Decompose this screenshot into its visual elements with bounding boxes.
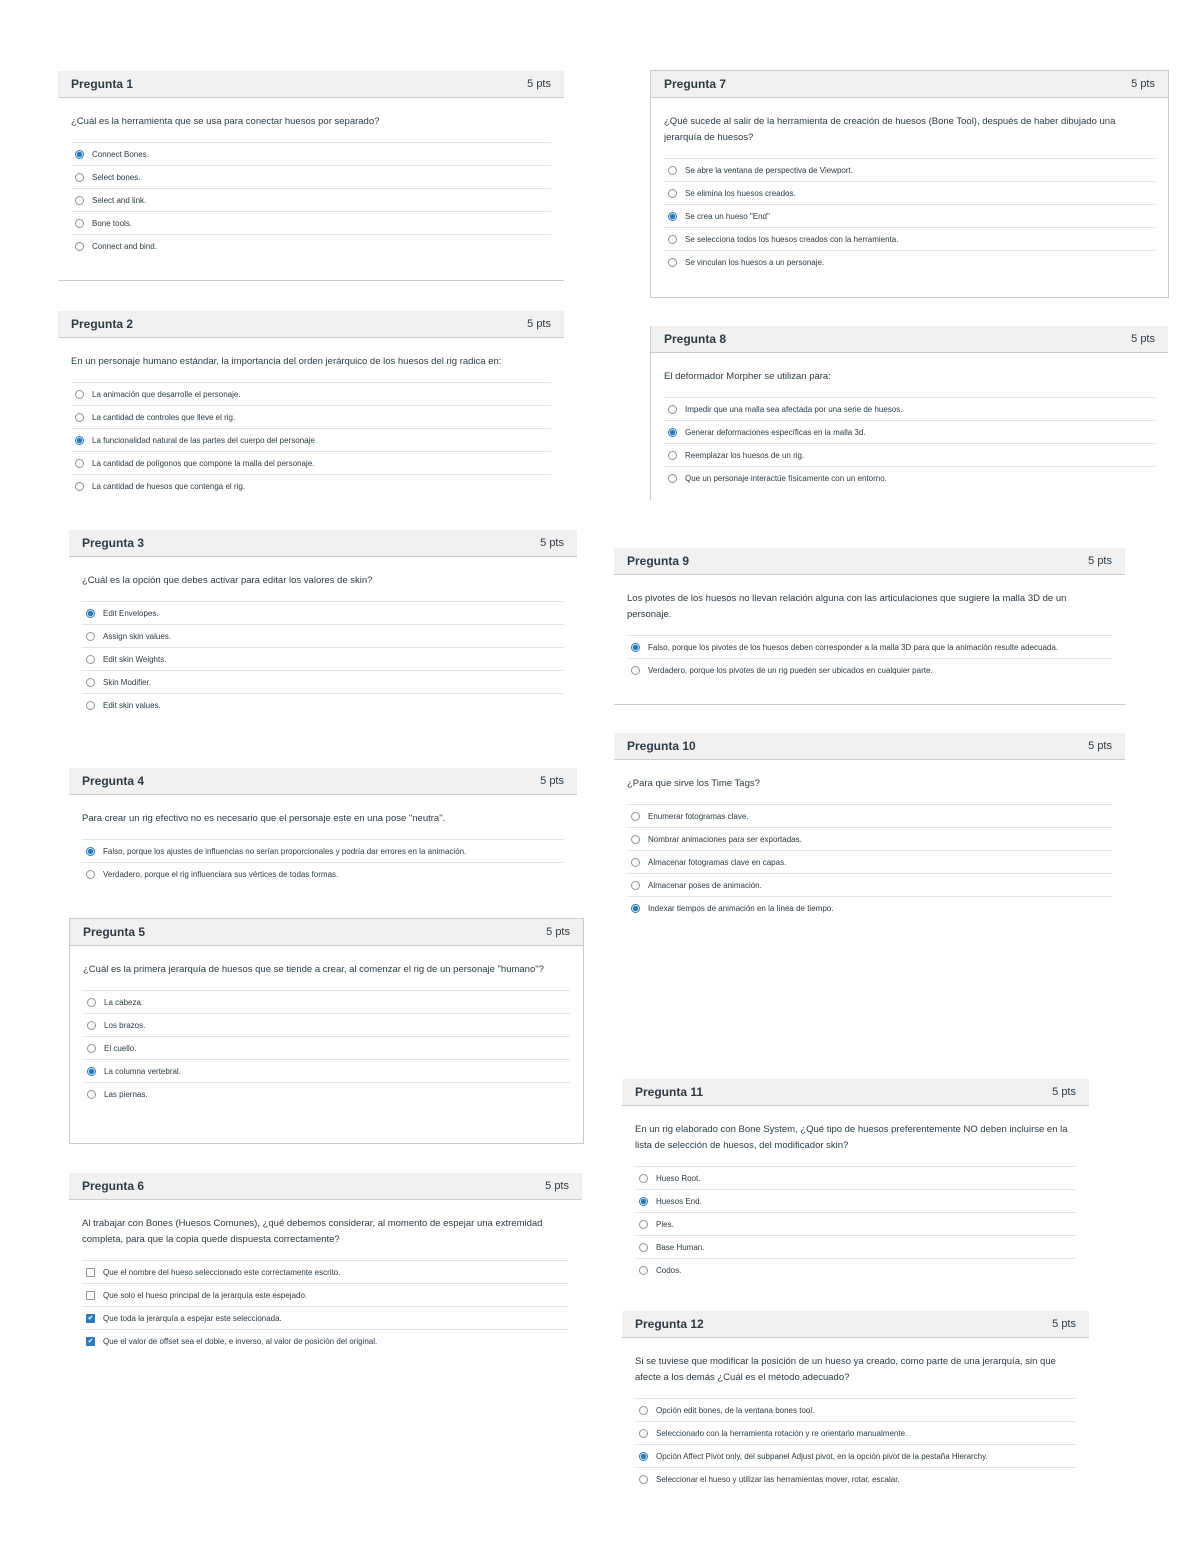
answer-label: Las piernas. bbox=[104, 1089, 148, 1099]
answer-option[interactable] bbox=[635, 1422, 1076, 1445]
question-header bbox=[614, 733, 1125, 760]
answer-label: Que el nombre del hueso seleccionado este correctamente escrito. bbox=[103, 1267, 341, 1277]
answer-label: Falso, porque los ajustes de influencias no serían proporcionales y podría dar errores en la animación. bbox=[103, 846, 467, 856]
radio-selected[interactable] bbox=[639, 1197, 648, 1206]
radio-selected[interactable] bbox=[668, 212, 677, 221]
answer-option[interactable] bbox=[627, 897, 1112, 919]
radio-selected[interactable] bbox=[631, 643, 640, 652]
question-title: Pregunta 5 bbox=[83, 925, 146, 939]
answer-option[interactable] bbox=[71, 406, 551, 429]
answer-option[interactable] bbox=[627, 851, 1112, 874]
answer-option[interactable] bbox=[83, 1037, 570, 1060]
question-card-9 bbox=[614, 548, 1125, 705]
question-title: Pregunta 8 bbox=[664, 332, 727, 346]
answer-list bbox=[82, 601, 564, 716]
question-card-2 bbox=[58, 311, 564, 511]
radio-unselected[interactable] bbox=[75, 242, 84, 251]
answer-option[interactable] bbox=[71, 235, 551, 257]
question-text: ¿Para que sirve los Time Tags? bbox=[627, 778, 760, 789]
answer-option[interactable] bbox=[82, 671, 564, 694]
checkbox-unchecked[interactable] bbox=[86, 1268, 95, 1277]
answer-option[interactable] bbox=[82, 694, 564, 716]
question-text: ¿Cuál es la herramienta que se usa para conectar huesos por separado? bbox=[71, 116, 380, 127]
answer-list bbox=[664, 397, 1155, 489]
question-header bbox=[69, 530, 577, 557]
question-header bbox=[58, 71, 564, 98]
answer-label: Huesos End. bbox=[656, 1196, 702, 1206]
answer-list bbox=[71, 382, 551, 497]
question-header bbox=[70, 919, 583, 946]
radio-unselected[interactable] bbox=[75, 413, 84, 422]
question-title: Pregunta 11 bbox=[635, 1085, 704, 1099]
answer-label: Hueso Root. bbox=[656, 1173, 701, 1183]
answer-label: La columna vertebral. bbox=[104, 1066, 181, 1076]
answer-option[interactable] bbox=[71, 166, 551, 189]
answer-option[interactable] bbox=[82, 1261, 569, 1284]
answer-option[interactable] bbox=[627, 828, 1112, 851]
question-text: Al trabajar con Bones (Huesos Comunes), ¿qué debemos considerar, al momento de espejar una extremidad completa, para que la copia quede dispuesta correctamente? bbox=[82, 1218, 543, 1245]
answer-option[interactable] bbox=[635, 1236, 1076, 1259]
answer-option[interactable] bbox=[635, 1213, 1076, 1236]
radio-unselected[interactable] bbox=[639, 1243, 648, 1252]
answer-label: Opción Affect Pivot only, del subpanel Adjust pivot, en la opción pivot de la pestaña Hierarchy. bbox=[656, 1451, 988, 1461]
question-text: ¿Qué sucede al salir de la herramienta de creación de huesos (Bone Tool), después de haber dibujado una jerarquía de huesos? bbox=[664, 116, 1116, 143]
radio-unselected[interactable] bbox=[75, 390, 84, 399]
answer-option[interactable] bbox=[664, 467, 1155, 489]
answer-option[interactable] bbox=[664, 398, 1155, 421]
answer-label: Nombrar animaciones para ser exportadas. bbox=[648, 834, 802, 844]
answer-option[interactable] bbox=[635, 1167, 1076, 1190]
radio-unselected[interactable] bbox=[668, 235, 677, 244]
answer-label: Reemplazar los huesos de un rig. bbox=[685, 450, 805, 460]
answer-label: La cantidad de huesos que contenga el rig. bbox=[92, 481, 246, 491]
answer-list bbox=[627, 804, 1112, 919]
radio-unselected[interactable] bbox=[86, 701, 95, 710]
answer-label: Se elimina los huesos creados. bbox=[685, 188, 796, 198]
answer-option[interactable] bbox=[664, 228, 1155, 251]
radio-unselected[interactable] bbox=[75, 459, 84, 468]
radio-selected[interactable] bbox=[86, 609, 95, 618]
question-card-5 bbox=[69, 918, 584, 1144]
answer-label: Edit skin Weights. bbox=[103, 654, 167, 664]
radio-unselected[interactable] bbox=[75, 219, 84, 228]
checkbox-checked[interactable]: ✔ bbox=[87, 1337, 94, 1345]
answer-option[interactable] bbox=[82, 840, 564, 863]
answer-label: Se abre la ventana de perspectiva de Viewport. bbox=[685, 165, 853, 175]
answer-option[interactable] bbox=[82, 1330, 569, 1352]
question-title: Pregunta 4 bbox=[82, 774, 145, 788]
answer-label: Almacenar fotogramas clave en capas. bbox=[648, 857, 787, 867]
question-points: 5 pts bbox=[1052, 1086, 1076, 1098]
answer-option[interactable] bbox=[627, 659, 1112, 681]
radio-unselected[interactable] bbox=[75, 196, 84, 205]
answer-label: Select bones. bbox=[92, 172, 141, 182]
question-text: ¿Cuál es la opción que debes activar para editar los valores de skin? bbox=[82, 575, 373, 586]
answer-option[interactable] bbox=[664, 205, 1155, 228]
answer-label: Se vinculan los huesos a un personaje. bbox=[685, 257, 825, 267]
answer-option[interactable] bbox=[664, 159, 1155, 182]
answer-option[interactable] bbox=[627, 874, 1112, 897]
answer-label: Pies. bbox=[656, 1219, 674, 1229]
question-header bbox=[614, 548, 1125, 575]
question-title: Pregunta 7 bbox=[664, 77, 727, 91]
answer-label: La cabeza. bbox=[104, 997, 144, 1007]
answer-label: Edit skin values. bbox=[103, 700, 161, 710]
answer-label: Indexar tiempos de animación en la línea de tiempo. bbox=[648, 903, 834, 913]
answer-option[interactable] bbox=[82, 625, 564, 648]
radio-unselected[interactable] bbox=[631, 835, 640, 844]
answer-label: Enumerar fotogramas clave. bbox=[648, 811, 749, 821]
answer-label: Almacenar poses de animación. bbox=[648, 880, 762, 890]
answer-label: Que solo el hueso principal de la jerarquía este espejado. bbox=[103, 1290, 308, 1300]
question-card-3 bbox=[69, 530, 577, 730]
answer-option[interactable] bbox=[627, 805, 1112, 828]
answer-list bbox=[635, 1166, 1076, 1281]
answer-label: Edit Envelopes. bbox=[103, 608, 159, 618]
question-points: 5 pts bbox=[527, 318, 551, 330]
answer-option[interactable] bbox=[83, 1060, 570, 1083]
radio-unselected[interactable] bbox=[87, 998, 96, 1007]
answer-option[interactable] bbox=[635, 1445, 1076, 1468]
radio-unselected[interactable] bbox=[668, 258, 677, 267]
question-header bbox=[69, 1173, 582, 1200]
answer-list bbox=[82, 1260, 569, 1352]
answer-option[interactable] bbox=[71, 212, 551, 235]
question-points: 5 pts bbox=[545, 1180, 569, 1192]
answer-option[interactable] bbox=[71, 143, 551, 166]
radio-unselected[interactable] bbox=[75, 482, 84, 491]
question-header bbox=[58, 311, 564, 338]
answer-option[interactable] bbox=[71, 383, 551, 406]
question-points: 5 pts bbox=[1088, 555, 1112, 567]
answer-option[interactable] bbox=[71, 452, 551, 475]
radio-unselected[interactable] bbox=[631, 881, 640, 890]
radio-unselected[interactable] bbox=[668, 474, 677, 483]
answer-option[interactable] bbox=[664, 182, 1155, 205]
answer-option[interactable] bbox=[635, 1190, 1076, 1213]
question-card-6 bbox=[69, 1173, 582, 1368]
answer-label: La cantidad de polígonos que compone la malla del personaje. bbox=[92, 458, 315, 468]
answer-label: La cantidad de controles que lleve el rig. bbox=[92, 412, 236, 422]
question-points: 5 pts bbox=[540, 537, 564, 549]
radio-unselected[interactable] bbox=[668, 405, 677, 414]
question-card-7 bbox=[650, 70, 1169, 298]
answer-label: La animación que desarrolle el personaje. bbox=[92, 389, 241, 399]
question-points: 5 pts bbox=[1052, 1318, 1076, 1330]
answer-option[interactable] bbox=[635, 1259, 1076, 1281]
radio-unselected[interactable] bbox=[631, 858, 640, 867]
question-card-10 bbox=[614, 733, 1125, 933]
answer-label: Select and link. bbox=[92, 195, 147, 205]
answer-label: Los brazos. bbox=[104, 1020, 146, 1030]
radio-selected[interactable] bbox=[631, 904, 640, 913]
question-header bbox=[622, 1311, 1089, 1338]
answer-label: Que un personaje interactúe físicamente con un entorno. bbox=[685, 473, 887, 483]
answer-label: Que toda la jerarquía a espejar este seleccionada. bbox=[103, 1313, 282, 1323]
answer-option[interactable] bbox=[627, 636, 1112, 659]
question-title: Pregunta 9 bbox=[627, 554, 690, 568]
answer-label: Se selecciona todos los huesos creados con la herramienta. bbox=[685, 234, 899, 244]
question-card-4 bbox=[69, 768, 577, 898]
radio-unselected[interactable] bbox=[87, 1090, 96, 1099]
answer-label: Connect and bind. bbox=[92, 241, 157, 251]
answer-label: Se crea un hueso "End" bbox=[685, 211, 770, 221]
answer-option[interactable] bbox=[82, 1307, 569, 1330]
answer-list bbox=[664, 158, 1155, 273]
answer-label: Skin Modifier. bbox=[103, 677, 152, 687]
radio-unselected[interactable] bbox=[668, 189, 677, 198]
question-text: En un personaje humano estándar, la importancia del orden jerárquico de los huesos del rig radica en: bbox=[71, 356, 502, 367]
question-points: 5 pts bbox=[1088, 740, 1112, 752]
answer-label: Opción edit bones, de la ventana bones tool. bbox=[656, 1405, 815, 1415]
question-title: Pregunta 3 bbox=[82, 536, 145, 550]
question-title: Pregunta 12 bbox=[635, 1317, 704, 1331]
answer-option[interactable] bbox=[664, 444, 1155, 467]
checkbox-checked[interactable]: ✔ bbox=[87, 1314, 94, 1322]
answer-option[interactable] bbox=[635, 1399, 1076, 1422]
question-points: 5 pts bbox=[540, 775, 564, 787]
question-text: Si se tuviese que modificar la posición de un hueso ya creado, como parte de una jerarquía, sin que afecte a los demás ¿Cuál es el método adecuado? bbox=[635, 1356, 1056, 1383]
radio-unselected[interactable] bbox=[639, 1266, 648, 1275]
radio-unselected[interactable] bbox=[631, 812, 640, 821]
radio-selected[interactable] bbox=[75, 436, 84, 445]
answer-label: Codos. bbox=[656, 1265, 682, 1275]
question-points: 5 pts bbox=[527, 78, 551, 90]
question-header bbox=[622, 1079, 1089, 1106]
checkbox-unchecked[interactable] bbox=[86, 1291, 95, 1300]
question-card-11 bbox=[622, 1079, 1089, 1274]
answer-option[interactable] bbox=[664, 251, 1155, 273]
question-header bbox=[651, 326, 1168, 353]
radio-unselected[interactable] bbox=[668, 166, 677, 175]
radio-unselected[interactable] bbox=[639, 1475, 648, 1484]
answer-list bbox=[82, 839, 564, 885]
radio-unselected[interactable] bbox=[86, 655, 95, 664]
question-title: Pregunta 10 bbox=[627, 739, 696, 753]
radio-unselected[interactable] bbox=[86, 870, 95, 879]
question-text: Los pivotes de los huesos no llevan relación alguna con las articulaciones que sugiere la malla 3D de un personaje. bbox=[627, 593, 1067, 620]
answer-list bbox=[83, 990, 570, 1105]
radio-unselected[interactable] bbox=[639, 1406, 648, 1415]
question-title: Pregunta 2 bbox=[71, 317, 134, 331]
answer-option[interactable] bbox=[664, 421, 1155, 444]
answer-option[interactable] bbox=[82, 648, 564, 671]
radio-unselected[interactable] bbox=[631, 666, 640, 675]
radio-selected[interactable] bbox=[668, 428, 677, 437]
question-points: 5 pts bbox=[1131, 78, 1155, 90]
answer-label: La funcionalidad natural de las partes del cuerpo del personaje bbox=[92, 435, 315, 445]
answer-label: Generar deformaciones específicas en la malla 3d. bbox=[685, 427, 866, 437]
answer-option[interactable] bbox=[82, 602, 564, 625]
answer-label: Verdadero, porque los pivotes de un rig pueden ser ubicados en cualquier parte. bbox=[648, 665, 933, 675]
question-text: El deformador Morpher se utilizan para: bbox=[664, 371, 831, 382]
answer-label: Falso, porque los pivotes de los huesos deben corresponder a la malla 3D para que la animación resulte adecuada. bbox=[648, 642, 1059, 652]
question-text: Para crear un rig efectivo no es necesario que el personaje este en una pose "neutra". bbox=[82, 813, 446, 824]
radio-selected[interactable] bbox=[87, 1067, 96, 1076]
radio-unselected[interactable] bbox=[668, 451, 677, 460]
question-card-8 bbox=[650, 326, 1168, 500]
answer-label: Que el valor de offset sea el doble, e inverso, al valor de posición del original. bbox=[103, 1336, 378, 1346]
radio-unselected[interactable] bbox=[639, 1174, 648, 1183]
answer-label: Impedir que una malla sea afectada por una serie de huesos. bbox=[685, 404, 903, 414]
answer-option[interactable] bbox=[82, 1284, 569, 1307]
answer-option[interactable] bbox=[83, 1014, 570, 1037]
radio-unselected[interactable] bbox=[86, 678, 95, 687]
answer-list bbox=[627, 635, 1112, 681]
question-card-12 bbox=[622, 1311, 1089, 1486]
radio-unselected[interactable] bbox=[87, 1044, 96, 1053]
answer-label: Seleccionar el hueso y utilizar las herramientas mover, rotar, escalar. bbox=[656, 1474, 900, 1484]
radio-unselected[interactable] bbox=[639, 1429, 648, 1438]
question-text: En un rig elaborado con Bone System, ¿Qué tipo de huesos preferentemente NO deben incluirse en la lista de selección de huesos, del modificador skin? bbox=[635, 1124, 1068, 1151]
radio-unselected[interactable] bbox=[75, 173, 84, 182]
answer-option[interactable] bbox=[71, 429, 551, 452]
radio-selected[interactable] bbox=[86, 847, 95, 856]
radio-unselected[interactable] bbox=[87, 1021, 96, 1030]
question-points: 5 pts bbox=[1131, 333, 1155, 345]
answer-label: Connect Bones. bbox=[92, 149, 149, 159]
question-text: ¿Cuál es la primera jerarquía de huesos que se tiende a crear, al comenzar el rig de un personaje "humano"? bbox=[83, 964, 544, 975]
answer-option[interactable] bbox=[71, 475, 551, 497]
question-header bbox=[69, 768, 577, 795]
answer-label: Verdadero, porque el rig influenciara sus vértices de todas formas. bbox=[103, 869, 339, 879]
answer-label: El cuello. bbox=[104, 1043, 137, 1053]
answer-list bbox=[635, 1398, 1076, 1490]
answer-label: Base Human. bbox=[656, 1242, 705, 1252]
radio-selected[interactable] bbox=[75, 150, 84, 159]
question-title: Pregunta 6 bbox=[82, 1179, 145, 1193]
radio-selected[interactable] bbox=[639, 1452, 648, 1461]
question-points: 5 pts bbox=[546, 926, 570, 938]
question-title: Pregunta 1 bbox=[71, 77, 134, 91]
radio-unselected[interactable] bbox=[86, 632, 95, 641]
answer-list bbox=[71, 142, 551, 257]
answer-option[interactable] bbox=[82, 863, 564, 885]
answer-option[interactable] bbox=[635, 1468, 1076, 1490]
answer-label: Assign skin values. bbox=[103, 631, 172, 641]
question-header bbox=[651, 71, 1168, 98]
answer-option[interactable] bbox=[83, 991, 570, 1014]
radio-unselected[interactable] bbox=[639, 1220, 648, 1229]
answer-label: Bone tools. bbox=[92, 218, 133, 228]
answer-option[interactable] bbox=[83, 1083, 570, 1105]
answer-label: Seleccionarlo con la herramienta rotación y re orientarlo manualmente. bbox=[656, 1428, 908, 1438]
answer-option[interactable] bbox=[71, 189, 551, 212]
question-card-1 bbox=[58, 71, 564, 281]
